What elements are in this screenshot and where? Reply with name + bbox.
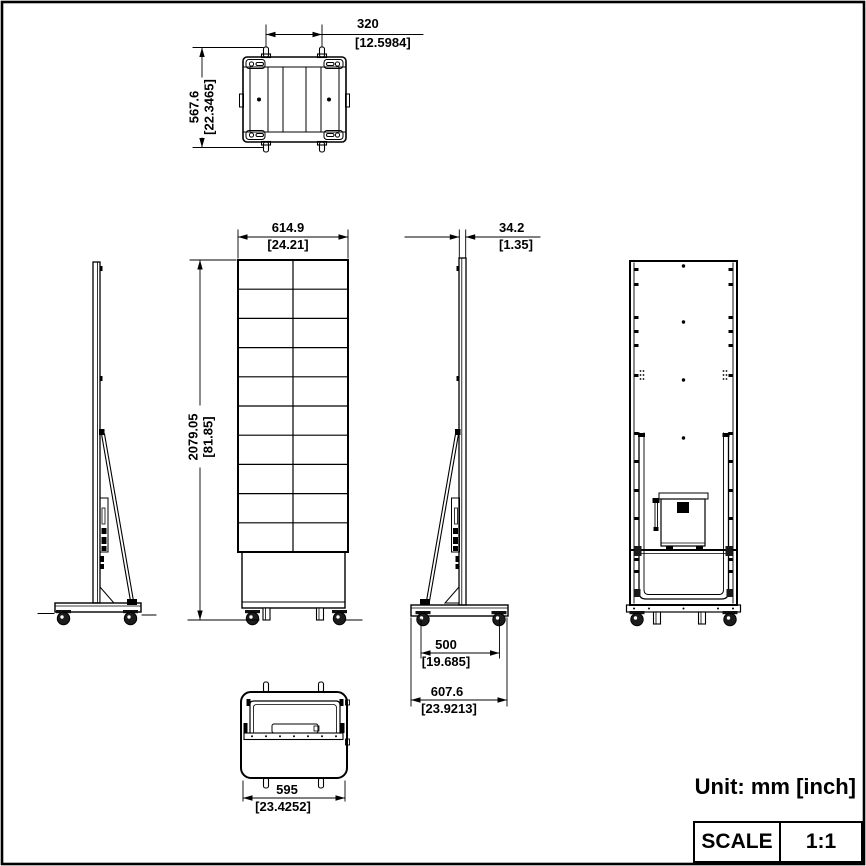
dim-500-inch: [19.685]	[421, 654, 471, 669]
dim-320-mm: 320	[357, 16, 379, 31]
dim-595-inch: [23.4252]	[255, 799, 311, 814]
dim-607-inch: [23.9213]	[421, 701, 477, 716]
dim-567-inch: [22.3465]	[201, 79, 216, 135]
gusset	[100, 587, 114, 603]
scale-label: SCALE	[695, 823, 781, 861]
dim-595-mm: 595	[276, 782, 298, 797]
strut-frame	[639, 433, 729, 599]
scale-value: 1:1	[805, 830, 837, 853]
sheet-border	[2, 2, 864, 864]
dim-614-inch: [24.21]	[267, 237, 309, 252]
mount-posts	[262, 47, 327, 152]
dim-2079-inch: [81.85]	[200, 416, 215, 458]
dim-567-mm: 567.6	[186, 90, 202, 124]
panel-screws	[640, 264, 728, 439]
dim-2079-label	[187, 414, 216, 461]
dimension-500	[421, 619, 500, 658]
dim-34-inch: [1.35]	[499, 237, 533, 252]
right-side-view	[411, 258, 508, 626]
dim-34-mm: 34.2	[499, 220, 525, 235]
dim-500-mm: 500	[435, 637, 457, 652]
dim-567-label	[188, 79, 217, 135]
control-box-edge	[452, 498, 460, 552]
top-view	[240, 47, 350, 152]
dim-614-mm: 614.9	[271, 220, 305, 235]
control-box-edge	[100, 498, 108, 552]
dim-607-mm: 607.6	[430, 684, 464, 699]
support-strut	[102, 434, 134, 601]
scale-table	[693, 821, 863, 863]
unit-note: Unit: mm [inch]	[694, 774, 856, 799]
gusset	[445, 587, 459, 603]
dim-2079-mm: 2079.05	[185, 413, 201, 461]
support-strut	[427, 434, 459, 601]
mount-posts	[264, 682, 324, 788]
left-side-view	[38, 262, 156, 625]
dim-320-inch: [12.5984]	[355, 35, 411, 50]
power-box	[653, 493, 709, 549]
edge-clips	[635, 268, 733, 573]
bottom-view	[241, 682, 350, 788]
rear-view	[627, 261, 741, 626]
